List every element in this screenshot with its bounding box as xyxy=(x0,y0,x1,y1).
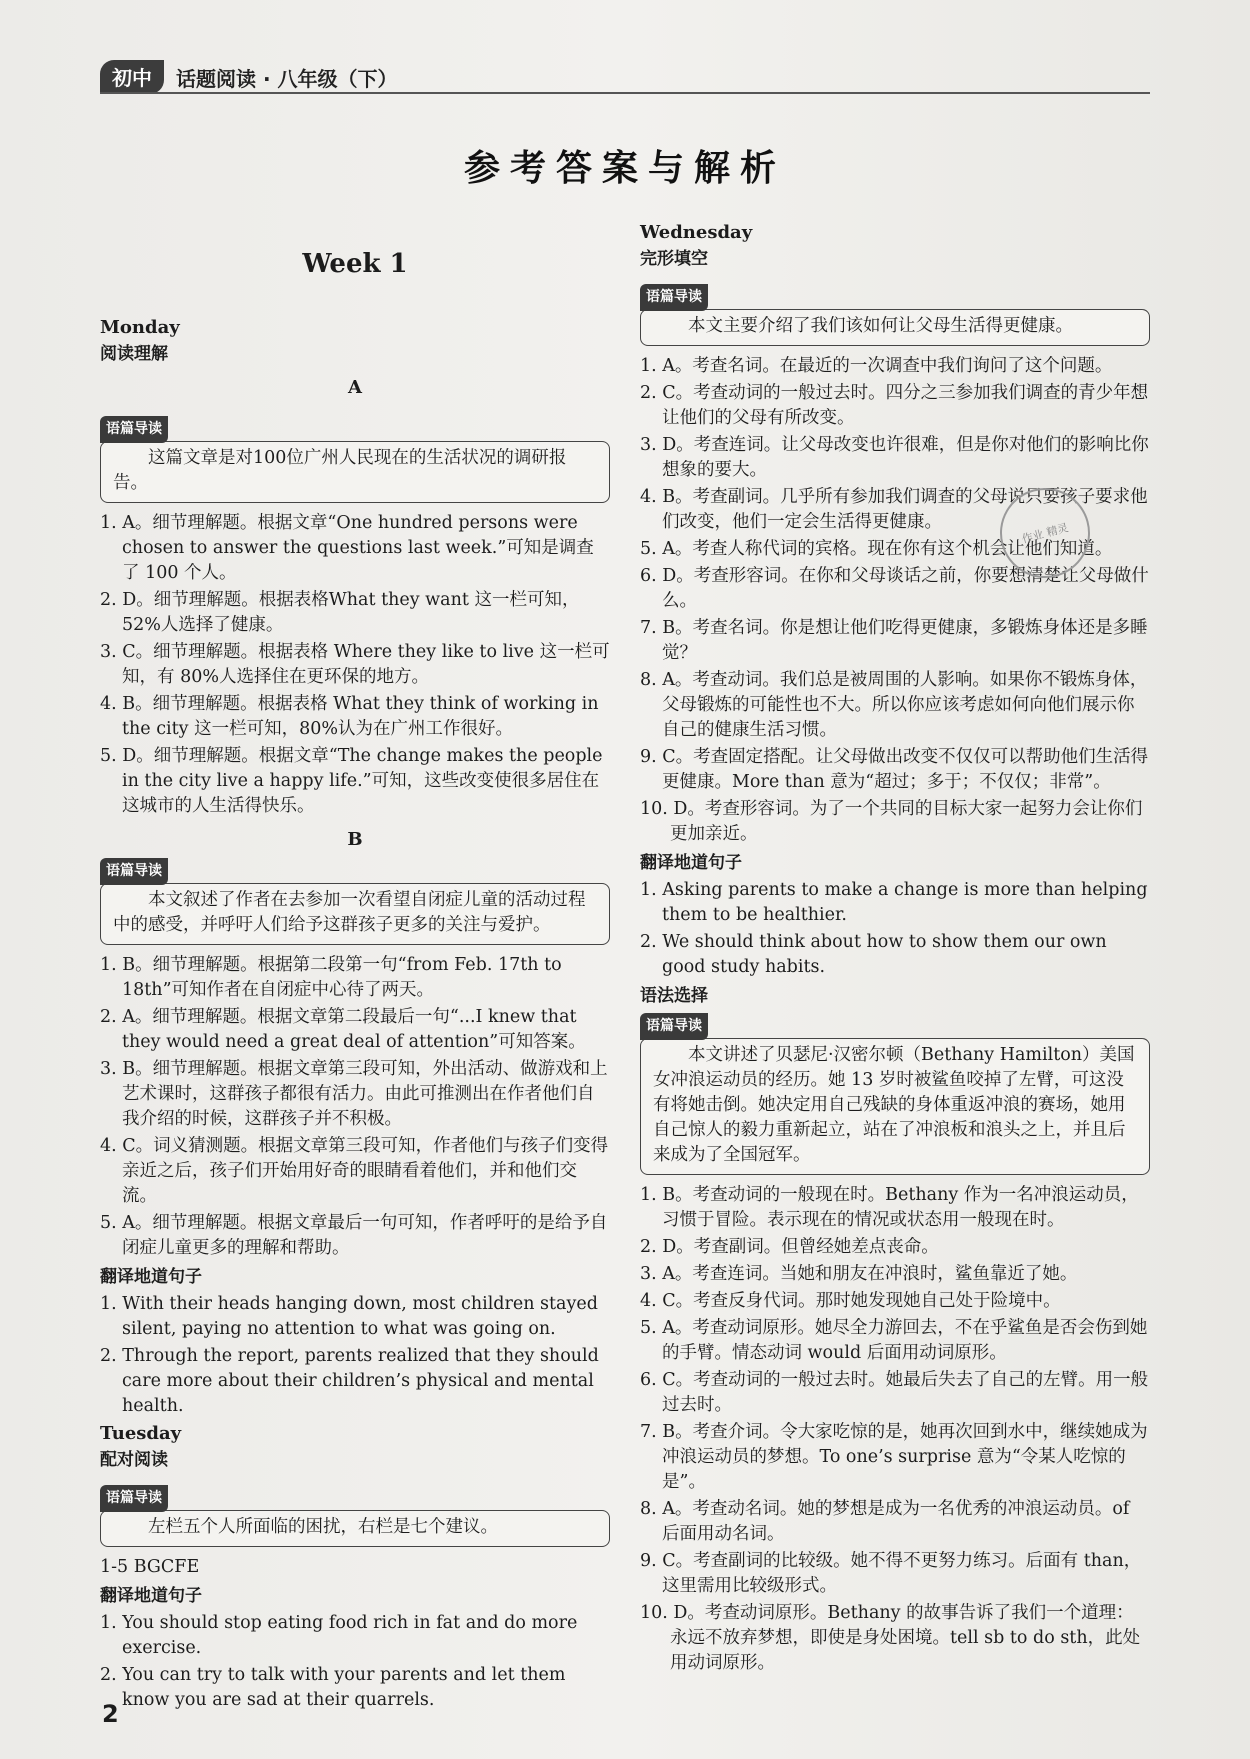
answer-item: 3. B。细节理解题。根据文章第三段可知，外出活动、做游戏和上艺术课时，这群孩子都很有活力。由此可推测出在作者他们自我介绍的时候，这群孩子并不积极。 xyxy=(100,1059,608,1129)
answer-item: 5. A。细节理解题。根据文章最后一句可知，作者呼吁的是给予自闭症儿童更多的理解和帮助。 xyxy=(100,1213,608,1258)
day-tuesday: Tuesday xyxy=(100,1423,182,1444)
guide-tag: 语篇导读 xyxy=(640,284,708,311)
translate-heading: 翻译地道句子 xyxy=(640,853,742,873)
header-title: 话题阅读 · 八年级（下） xyxy=(176,66,398,91)
answer-item: 6. C。考查动词的一般过去时。她最后失去了自己的左臂。用一般过去时。 xyxy=(640,1370,1149,1415)
answer-item: 7. B。考查介词。令大家吃惊的是，她再次回到水中，继续她成为冲浪运动员的梦想。To one’s surprise 意为“令某人吃惊的是”。 xyxy=(640,1422,1148,1492)
answer-item: 8. A。考查动名词。她的梦想是成为一名优秀的冲浪运动员。of 后面用动名词。 xyxy=(640,1499,1130,1544)
answer-item: 1. A。考查名词。在最近的一次调查中我们询问了这个问题。 xyxy=(640,356,1113,376)
monday-type: 阅读理解 xyxy=(100,344,168,364)
answer-item: 9. C。考查副词的比较级。她不得不更努力练习。后面有 than，这里需用比较级形式。 xyxy=(640,1551,1142,1596)
tuesday-answers: 1-5 BGCFE xyxy=(100,1557,200,1577)
answer-item: 3. D。考查连词。让父母改变也许很难，但是你对他们的影响比你想象的要大。 xyxy=(640,435,1149,480)
translate-item: 2. Through the report, parents realized that they should care more about their children’s physical and mental health. xyxy=(100,1346,599,1416)
page-header xyxy=(100,60,398,94)
right-column xyxy=(640,220,1150,1678)
guide-tag: 语篇导读 xyxy=(640,1013,708,1040)
day-wednesday: Wednesday xyxy=(640,222,753,243)
tuesday-type: 配对阅读 xyxy=(100,1450,168,1470)
wednesday-type: 完形填空 xyxy=(640,249,708,269)
answer-item: 10. D。考查动词原形。Bethany 的故事告诉了我们一个道理：永远不放弃梦想，即使是身处困境。tell sb to do sth，此处用动词原形。 xyxy=(640,1603,1141,1673)
answer-item: 10. D。考查形容词。为了一个共同的目标大家一起努力会让你们更加亲近。 xyxy=(640,799,1143,844)
guide-tag: 语篇导读 xyxy=(100,416,168,443)
page-title: 参考答案与解析 xyxy=(463,147,786,189)
translate-item: 1. You should stop eating food rich in fat and do more exercise. xyxy=(100,1613,578,1658)
answer-item: 1. A。细节理解题。根据文章“One hundred persons were chosen to answer the questions last week.”可知是调查了 100 个人。 xyxy=(100,513,594,583)
page-number: 2 xyxy=(102,1700,119,1728)
answer-item: 3. C。细节理解题。根据表格 Where they like to live 这一栏可知，有 80%人选择住在更环保的地方。 xyxy=(100,642,610,687)
guide-tag: 语篇导读 xyxy=(100,1485,168,1512)
answer-item: 3. A。考查连词。当她和朋友在冲浪时，鲨鱼靠近了她。 xyxy=(640,1264,1078,1284)
guide-box-tuesday: 左栏五个人所面临的困扰，右栏是七个建议。 xyxy=(100,1510,610,1547)
answer-item: 4. C。词义猜测题。根据文章第三段可知，作者他们与孩子们变得亲近之后，孩子们开始用好奇的眼睛看着他们，并和他们交流。 xyxy=(100,1136,609,1206)
answer-item: 7. B。考查名词。你是想让他们吃得更健康，多锻炼身体还是多睡觉？ xyxy=(640,618,1148,663)
translate-item: 2. We should think about how to show them our own good study habits. xyxy=(640,932,1107,977)
translate-heading: 翻译地道句子 xyxy=(100,1267,202,1287)
answer-item: 2. D。细节理解题。根据表格What they want 这一栏可知，52%人选择了健康。 xyxy=(100,590,580,635)
translate-item: 1. With their heads hanging down, most children stayed silent, paying no attention to what was going on. xyxy=(100,1294,598,1339)
translate-heading: 翻译地道句子 xyxy=(100,1586,202,1606)
header-badge: 初中 xyxy=(100,60,164,94)
answer-item: 2. D。考查副词。但曾经她差点丧命。 xyxy=(640,1237,939,1257)
answer-item: 8. A。考查动词。我们总是被周围的人影响。如果你不锻炼身体，父母锻炼的可能性也不大。所以你应该考虑如何向他们展示你自己的健康生活习惯。 xyxy=(640,670,1148,740)
guide-box-b: 本文叙述了作者在去参加一次看望自闭症儿童的活动过程中的感受，并呼吁人们给予这群孩子更多的关注与爱护。 xyxy=(100,883,610,945)
answer-item: 1. B。考查动词的一般现在时。Bethany 作为一名冲浪运动员，习惯于冒险。表示现在的情况或状态用一般现在时。 xyxy=(640,1185,1139,1230)
passage-a-label: A xyxy=(348,377,362,398)
answer-item: 2. C。考查动词的一般过去时。四分之三参加我们调查的青少年想让他们的父母有所改变。 xyxy=(640,383,1149,428)
answer-item: 1. B。细节理解题。根据第二段第一句“from Feb. 17th to 18th”可知作者在自闭症中心待了两天。 xyxy=(100,955,562,1000)
answer-item: 6. D。考查形容词。在你和父母谈话之前，你要想清楚让父母做什么。 xyxy=(640,566,1149,611)
translate-item: 1. Asking parents to make a change is more than helping them to be healthier. xyxy=(640,880,1148,925)
answer-item: 5. D。细节理解题。根据文章“The change makes the people in the city live a happy life.”可知，这些改变使很多居住在这城市的人生活得快乐。 xyxy=(100,746,603,816)
answer-item: 4. B。考查副词。几乎所有参加我们调查的父母说只要孩子要求他们改变，他们一定会生活得更健康。 xyxy=(640,487,1148,532)
grammar-heading: 语法选择 xyxy=(640,986,708,1006)
answer-item: 5. A。考查人称代词的宾格。现在你有这个机会让他们知道。 xyxy=(640,539,1113,559)
guide-box-cloze: 本文主要介绍了我们该如何让父母生活得更健康。 xyxy=(640,309,1150,346)
guide-box-a: 这篇文章是对100位广州人民现在的生活状况的调研报告。 xyxy=(100,441,610,503)
passage-b-label: B xyxy=(347,829,363,850)
answer-item: 4. B。细节理解题。根据表格 What they think of working in the city 这一栏可知，80%认为在广州工作很好。 xyxy=(100,694,599,739)
guide-tag: 语篇导读 xyxy=(100,858,168,885)
translate-item: 2. You can try to talk with your parents and let them know you are sad at their quarrels. xyxy=(100,1665,566,1710)
watermark-stamp: 作业 精灵 xyxy=(990,478,1100,588)
week-heading: Week 1 xyxy=(302,249,408,279)
answer-item: 5. A。考查动词原形。她尽全力游回去，不在乎鲨鱼是否会伤到她的手臂。情态动词 would 后面用动词原形。 xyxy=(640,1318,1148,1363)
guide-box-grammar: 本文讲述了贝瑟尼·汉密尔顿（Bethany Hamilton）美国女冲浪运动员的经历。她 13 岁时被鲨鱼咬掉了左臂，可这没有将她击倒。她决定用自己残缺的身体重返冲浪的赛场，她用自己惊人的毅力重新起立，站在了冲浪板和浪头之上，并且后来成为了全国冠军。 xyxy=(640,1038,1150,1175)
answer-item: 2. A。细节理解题。根据文章第二段最后一句“...I knew that they would need a great deal of attention”可知答案。 xyxy=(100,1007,586,1052)
left-column xyxy=(100,249,610,1715)
answer-item: 9. C。考查固定搭配。让父母做出改变不仅仅可以帮助他们生活得更健康。More than 意为“超过；多于；不仅仅；非常”。 xyxy=(640,747,1149,792)
answer-item: 4. C。考查反身代词。那时她发现她自己处于险境中。 xyxy=(640,1291,1061,1311)
header-divider xyxy=(100,92,1150,94)
day-monday: Monday xyxy=(100,317,180,338)
